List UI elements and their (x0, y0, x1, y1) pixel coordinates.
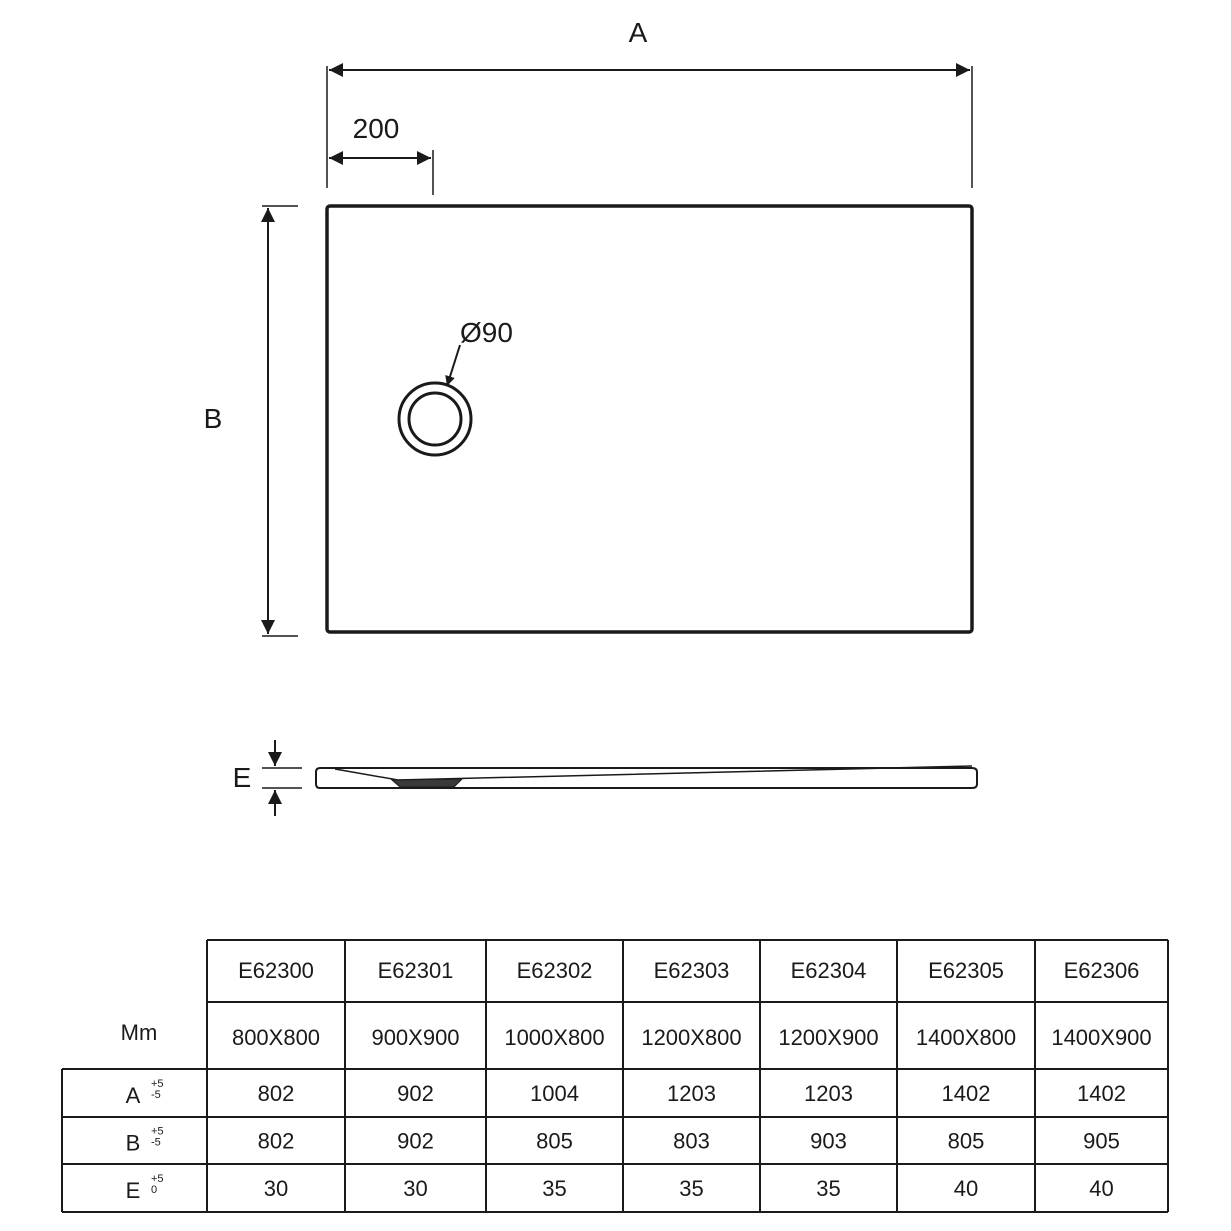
table-product-size: 1000X800 (504, 1025, 605, 1050)
table-cell-value: 803 (673, 1128, 710, 1154)
table-product-code: E62302 (516, 958, 593, 983)
table-cell-value: 805 (947, 1128, 985, 1154)
dimension-b-label: B (203, 403, 223, 434)
table-cell-value: 30 (263, 1176, 289, 1201)
table-cell-value: 1203 (804, 1081, 853, 1106)
table-product-size: 800X800 (231, 1025, 321, 1050)
table-product-code: E62304 (790, 958, 867, 983)
table-tolerance-minus: 0 (151, 1184, 158, 1196)
table-cell-value: 902 (397, 1128, 434, 1154)
table-cell-value: 1402 (941, 1081, 991, 1106)
table-product-size: 1400X900 (1051, 1025, 1152, 1050)
drain-inner-ring (409, 393, 461, 445)
table-cell-value: 802 (257, 1128, 295, 1154)
table-tolerance-plus: +5 (151, 1173, 164, 1185)
table-product-size: 1200X900 (778, 1025, 879, 1050)
dimension-e-label: E (232, 762, 252, 793)
table-cell-value: 35 (542, 1176, 567, 1201)
table-cell-value: 30 (403, 1176, 428, 1201)
table-tolerance-plus: +5 (151, 1078, 164, 1090)
drain-recess (392, 779, 462, 787)
table-product-size: 1200X800 (641, 1025, 742, 1050)
table-cell-value: 1004 (530, 1081, 579, 1106)
table-product-size: 900X900 (371, 1025, 460, 1050)
table-product-code: E62306 (1063, 958, 1140, 983)
table-cell-value: 802 (257, 1081, 295, 1106)
table-cell-value: 35 (679, 1176, 704, 1201)
table-cell-value: 902 (397, 1081, 434, 1106)
table-cell-value: 1203 (667, 1081, 716, 1106)
dimension-200-label: 200 (352, 113, 400, 144)
table-product-size: 1400X800 (915, 1025, 1017, 1050)
table-cell-value: 40 (953, 1176, 979, 1201)
table-cell-value: 35 (816, 1176, 841, 1201)
table-tolerance-minus: -5 (151, 1136, 161, 1149)
drain-diameter-label: Ø90 (460, 317, 513, 348)
table-row-label: A (125, 1083, 141, 1108)
table-cell-value: 805 (536, 1128, 573, 1154)
table-product-code: E62300 (238, 958, 314, 983)
table-product-code: E62301 (377, 958, 454, 983)
dimension-a-label: A (628, 17, 648, 48)
table-tolerance-plus: +5 (151, 1125, 164, 1138)
plan-view (204, 17, 972, 636)
table-tolerance-minus: -5 (151, 1089, 161, 1101)
table-product-code: E62305 (928, 958, 1004, 983)
table-row-label: E (125, 1178, 141, 1203)
dimension-table (62, 940, 1168, 1212)
side-view (233, 740, 977, 816)
drain-leader (447, 345, 460, 386)
table-unit-label: Mm (120, 1020, 158, 1045)
table-cell-value: 40 (1089, 1176, 1114, 1201)
table-cell-value: 905 (1083, 1128, 1120, 1154)
table-product-code: E62303 (653, 958, 730, 983)
table-cell-value: 1402 (1077, 1081, 1126, 1106)
table-row-label: B (125, 1130, 141, 1156)
table-cell-value: 903 (810, 1128, 847, 1154)
tray-outline (327, 206, 972, 632)
